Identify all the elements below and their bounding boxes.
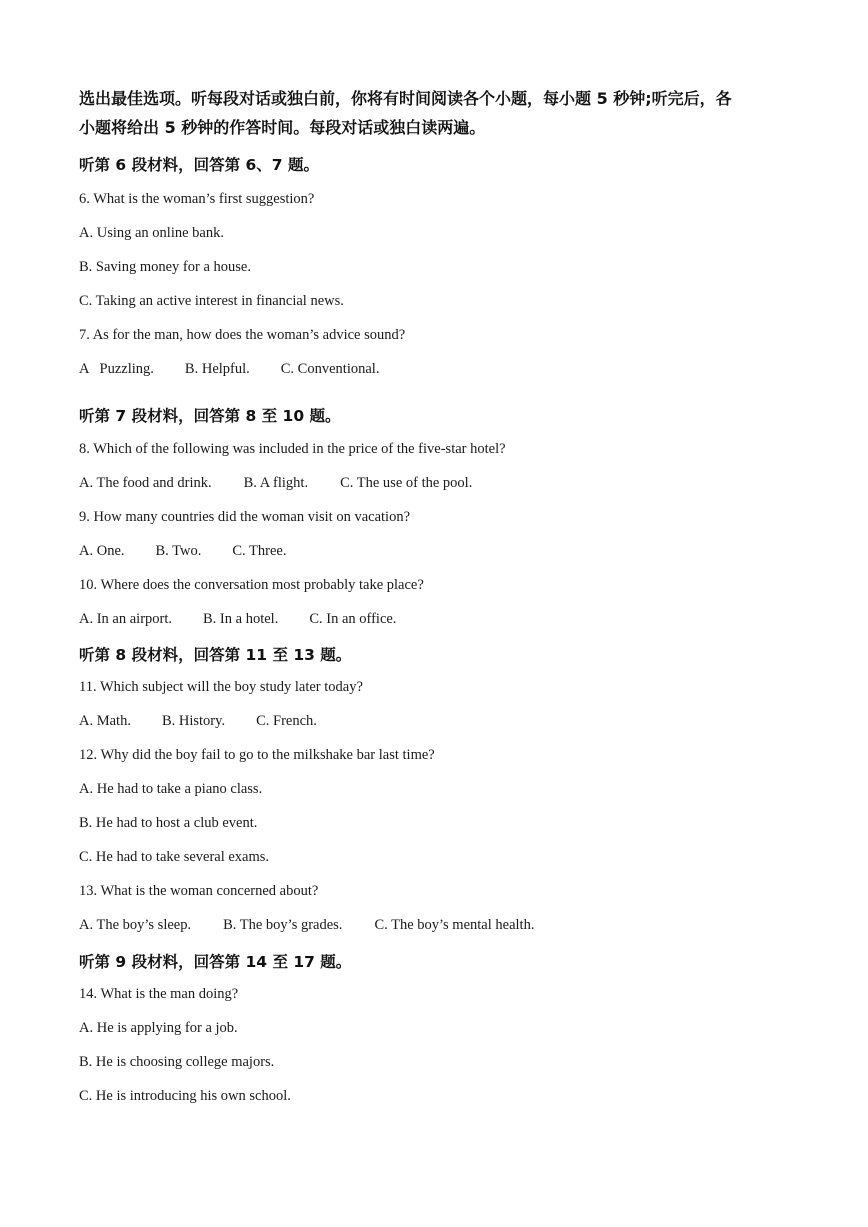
option-14c: C. He is introducing his own school.: [79, 1088, 291, 1104]
option-14a: A. He is applying for a job.: [79, 1020, 238, 1036]
options-7: [79, 361, 379, 378]
question-13: 13. What is the woman concerned about?: [79, 883, 319, 899]
section-header-9: 听第 9 段材料，回答第 14 至 17 题。: [79, 953, 352, 971]
option-10b: B. In a hotel.: [203, 611, 279, 627]
options-10: [79, 611, 396, 628]
option-13a: A. The boy’s sleep.: [79, 917, 192, 933]
section-header-6: 听第 6 段材料，回答第 6、7 题。: [79, 156, 319, 174]
question-14: 14. What is the man doing?: [79, 986, 239, 1002]
instructions-line-2: 小题将给出 5 秒钟的作答时间。每段对话或独白读两遍。: [79, 118, 486, 137]
option-7a: A Puzzling.: [79, 361, 154, 377]
question-6: 6. What is the woman’s first suggestion?: [79, 191, 315, 207]
question-7: 7. As for the man, how does the woman’s advice sound?: [79, 327, 406, 343]
option-9b: B. Two.: [155, 543, 202, 559]
option-12c: C. He had to take several exams.: [79, 849, 270, 865]
option-6b: B. Saving money for a house.: [79, 259, 251, 275]
option-8c: C. The use of the pool.: [340, 475, 473, 491]
option-8a: A. The food and drink.: [79, 475, 212, 491]
question-9: 9. How many countries did the woman visit on vacation?: [79, 509, 411, 525]
option-6c: C. Taking an active interest in financial news.: [79, 293, 344, 309]
option-6a: A. Using an online bank.: [79, 225, 224, 241]
option-7b: B. Helpful.: [184, 361, 250, 377]
options-13: [79, 917, 534, 934]
options-9: [79, 543, 286, 560]
options-8: [79, 475, 472, 492]
option-14b: B. He is choosing college majors.: [79, 1054, 275, 1070]
option-7c: C. Conventional.: [280, 361, 380, 377]
option-11a: A. Math.: [79, 713, 131, 729]
option-13c: C. The boy’s mental health.: [374, 917, 535, 933]
section-header-7: 听第 7 段材料，回答第 8 至 10 题。: [79, 407, 341, 425]
option-9c: C. Three.: [232, 543, 287, 559]
question-8: 8. Which of the following was included in the price of the five-star hotel?: [79, 441, 506, 457]
question-12: 12. Why did the boy fail to go to the milkshake bar last time?: [79, 747, 435, 763]
option-11c: C. French.: [256, 713, 317, 729]
option-12a: A. He had to take a piano class.: [79, 781, 263, 797]
section-header-8: 听第 8 段材料，回答第 11 至 13 题。: [79, 646, 352, 664]
option-11b: B. History.: [161, 713, 226, 729]
option-12b: B. He had to host a club event.: [79, 815, 258, 831]
option-8b: B. A flight.: [243, 475, 309, 491]
instructions: [79, 84, 799, 142]
option-10c: C. In an office.: [309, 611, 397, 627]
options-11: [79, 713, 317, 730]
question-10: 10. Where does the conversation most probably take place?: [79, 577, 424, 593]
instructions-line-1: 选出最佳选项。听每段对话或独白前，你将有时间阅读各个小题，每小题 5 秒钟;听完后，各: [79, 89, 732, 108]
option-10a: A. In an airport.: [79, 611, 173, 627]
option-9a: A. One.: [79, 543, 125, 559]
question-11: 11. Which subject will the boy study later today?: [79, 679, 363, 695]
option-13b: B. The boy’s grades.: [223, 917, 343, 933]
